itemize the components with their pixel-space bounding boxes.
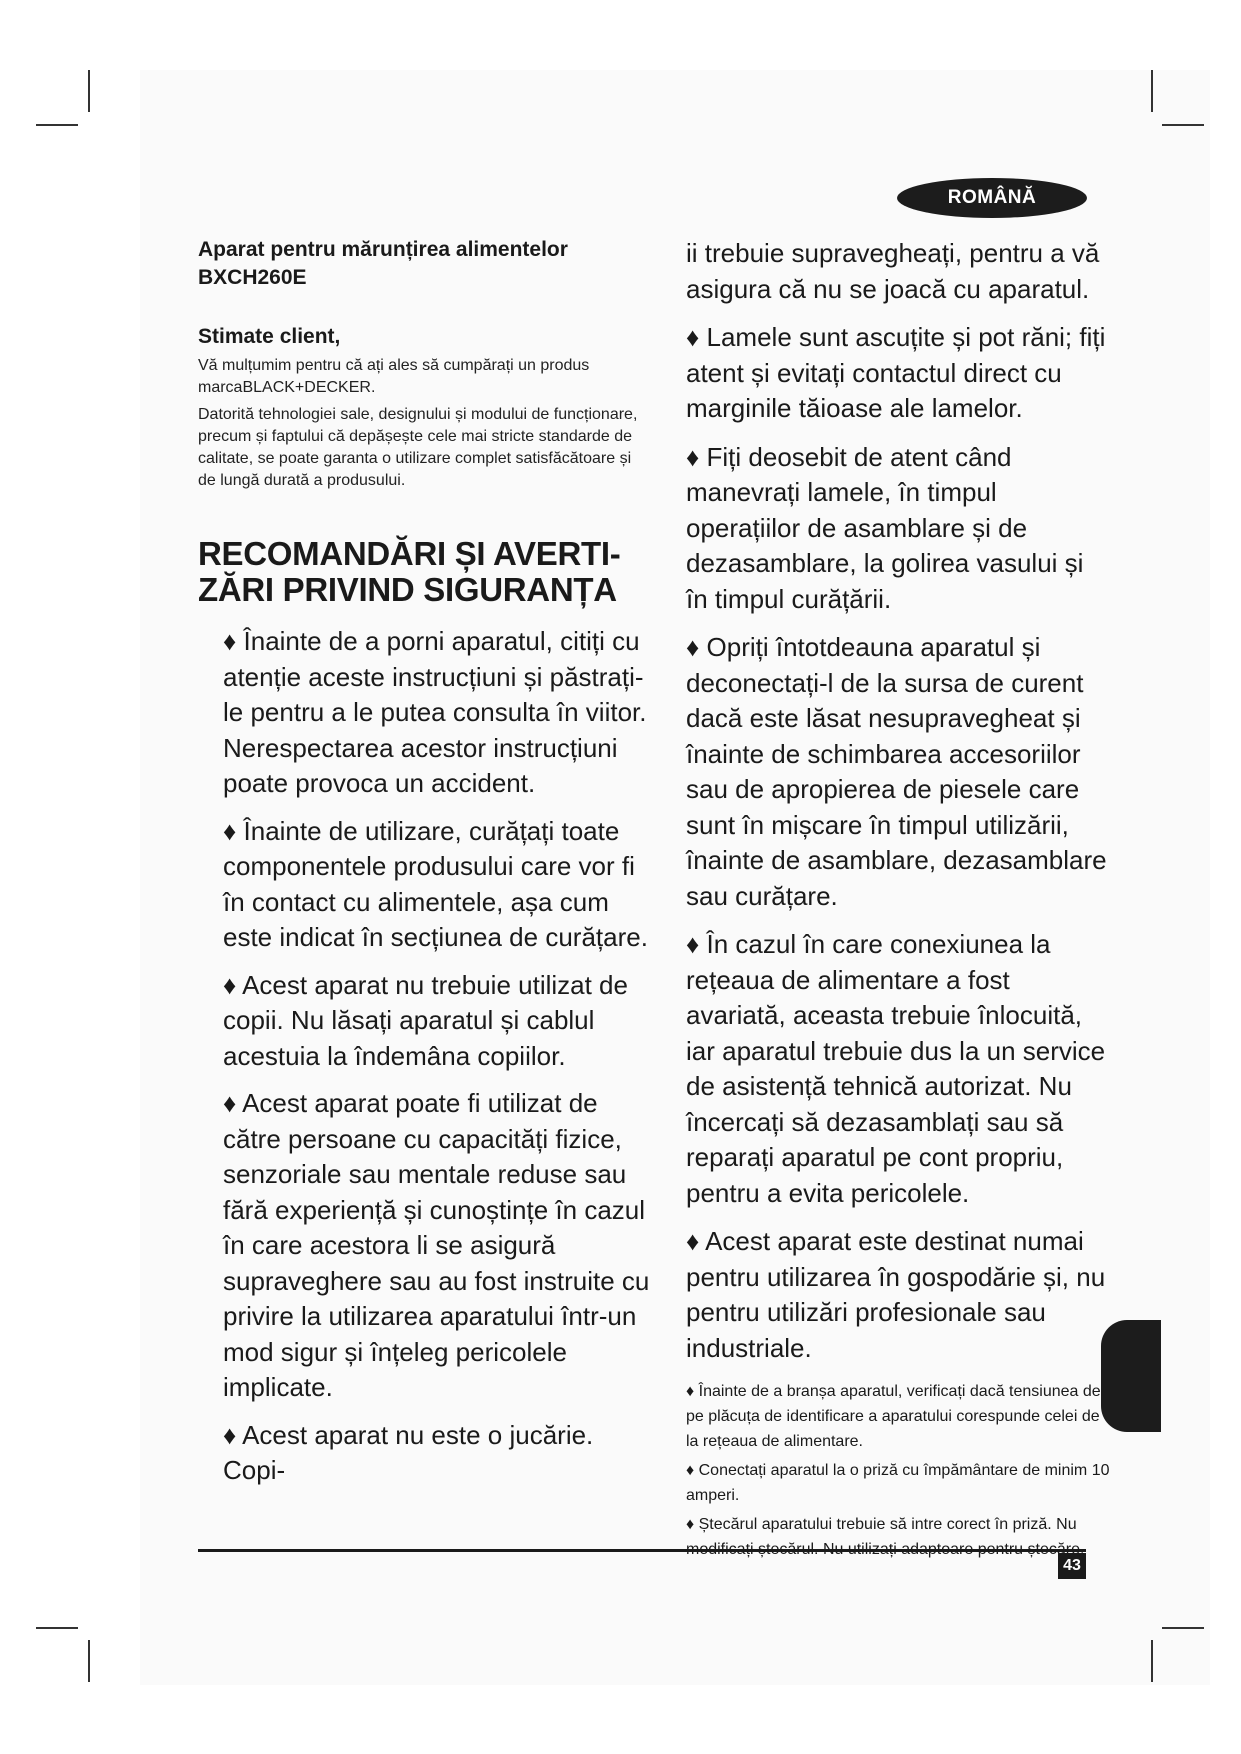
section-thumb-tab <box>1101 1320 1161 1432</box>
diamond-bullet-icon: ♦ <box>223 969 237 1000</box>
crop-mark <box>1151 1640 1153 1682</box>
product-model: BXCH260E <box>198 266 307 289</box>
list-item: ♦ Înainte de a porni aparatul, citiți cu atenție aceste instrucțiuni și păstrați-le pentru a le putea consulta în viitor. Nerespectarea acestor instrucțiuni poate provoca un accident. <box>223 626 647 798</box>
crop-mark <box>36 1627 78 1629</box>
diamond-bullet-icon: ♦ <box>686 441 700 472</box>
safety-list-right <box>686 236 1111 1366</box>
list-item: ♦ Lamele sunt ascuțite și pot răni; fiți atent și evitați contactul direct cu marginile tăioase ale lamelor. <box>686 322 1106 423</box>
list-item: ♦ Acest aparat este destinat numai pentru utilizarea în gospodărie și, nu pentru utilizări profesionale sau industriale. <box>686 1226 1106 1363</box>
list-item: ♦ În cazul în care conexiunea la rețeaua de alimentare a fost avariată, aceasta trebuie înlocuită, iar aparatul trebuie dus la un service de asistență tehnică autorizat. Nu încercați să dezasamblați sau să reparați aparatul pe cont propriu, pentru a evita pericolele. <box>686 929 1106 1208</box>
diamond-bullet-icon: ♦ <box>686 929 700 959</box>
crop-mark <box>36 124 78 126</box>
list-item: ♦ Fiți deosebit de atent când manevrați lamele, în timpul operațiilor de asamblare și de dezasamblare, la golirea vasului și în timpul curățării. <box>686 441 1084 614</box>
product-title <box>198 236 653 292</box>
diamond-bullet-icon: ♦ <box>686 1383 695 1400</box>
diamond-bullet-icon: ♦ <box>686 1462 695 1479</box>
electrical-safety-list <box>686 1379 1111 1562</box>
section-title <box>198 536 653 608</box>
diamond-bullet-icon: ♦ <box>223 815 237 846</box>
product-title-line1: Aparat pentru mărunțirea alimentelor <box>198 238 568 261</box>
safety-list-left <box>198 624 653 1489</box>
crop-mark <box>1162 124 1204 126</box>
page-number: 43 <box>1058 1553 1086 1579</box>
crop-mark <box>88 70 90 112</box>
list-item: ♦ Înainte de a branșa aparatul, verificați dacă tensiunea de pe plăcuța de identificare a aparatului corespunde celei de la rețeaua de alimentare. <box>686 1383 1101 1450</box>
diamond-bullet-icon: ♦ <box>686 322 700 352</box>
diamond-bullet-icon: ♦ <box>223 626 237 656</box>
right-column <box>686 236 1111 1566</box>
list-item: ♦ Ștecărul aparatului trebuie să intre corect în priză. Nu <box>686 1516 1077 1533</box>
diamond-bullet-icon: ♦ <box>686 1226 700 1256</box>
list-item: ♦ Acest aparat nu trebuie utilizat de copii. Nu lăsați aparatul și cablul acestuia la îndemâna copiilor. <box>223 969 628 1071</box>
list-item: ♦ Înainte de utilizare, curățați toate componentele produsului care vor fi în contact cu alimentele, așa cum este indicat în secțiunea de curățare. <box>223 815 648 952</box>
crop-mark <box>88 1640 90 1682</box>
list-item: ♦ Opriți întotdeauna aparatul și deconectați-l de la sursa de curent dacă este lăsat nesupravegheat și înainte de schimbarea accesoriilor sau de apropierea de piesele care sunt în mișcare în timpul utilizării, înainte de asamblare, dezasamblare sau curățare. <box>686 632 1107 911</box>
crop-mark <box>1151 70 1153 112</box>
diamond-bullet-icon: ♦ <box>686 632 700 662</box>
diamond-bullet-icon: ♦ <box>223 1088 237 1118</box>
intro-paragraph: Vă mulțumim pentru că ați ales să cumpărați un produs marcaBLACK+DECKER. <box>198 357 590 396</box>
section-title-line1: RECOMANDĂRI ȘI AVERTI- <box>198 535 621 572</box>
list-item-continuation: ii trebuie supravegheați, pentru a vă asigura că nu se joacă cu aparatul. <box>686 238 1100 304</box>
list-item: ♦ Conectați aparatul la o priză cu împământare de minim 10 amperi. <box>686 1462 1110 1504</box>
diamond-bullet-icon: ♦ <box>223 1419 237 1450</box>
footer-rule <box>198 1549 1086 1552</box>
language-badge: ROMÂNĂ <box>897 178 1087 218</box>
left-column <box>198 236 653 1501</box>
list-item: ♦ Acest aparat poate fi utilizat de către persoane cu capacități fizice, senzoriale sau mentale reduse sau fără experiență și cunoștințe în cazul în care acestora li se asigură supraveghere sau au fost instruite cu privire la utilizarea aparatului într-un mod sigur și înțeleg pericolele implicate. <box>223 1088 650 1402</box>
intro-paragraph: Datorită tehnologiei sale, designului și modului de funcționare, precum și faptului că depășește cele mai stricte standarde de calitate, se poate garanta o utilizare complet satisfăcătoare și de lungă durată a produsului. <box>198 406 638 489</box>
list-item: ♦ Acest aparat nu este o jucărie. Copi- <box>223 1419 594 1485</box>
diamond-bullet-icon: ♦ <box>686 1516 695 1533</box>
section-title-line2: ZĂRI PRIVIND SIGURANȚA <box>198 571 617 608</box>
greeting: Stimate client, <box>198 325 341 348</box>
crop-mark <box>1162 1627 1204 1629</box>
